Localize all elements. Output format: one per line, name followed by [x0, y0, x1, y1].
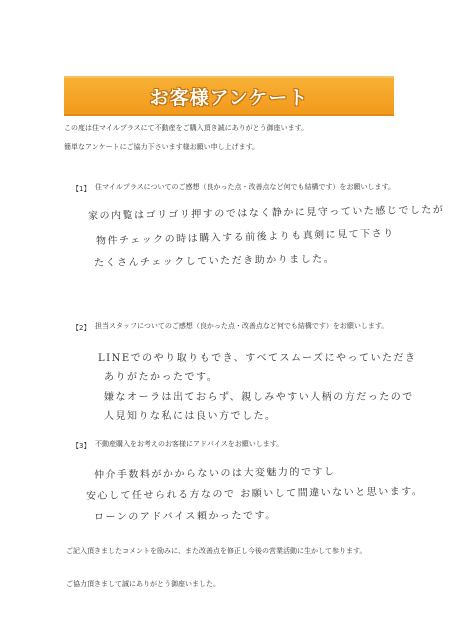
answer-2-line-4: 人見知りな私には良い方でした。 [104, 411, 277, 422]
answer-3-line-1: 仲介手数料がかからないのは大変魅力的ですし [93, 466, 336, 481]
answer-1-line-1: 家の内覧はゴリゴリ押すのではなく静かに見守っていた感じでしたが [87, 204, 445, 222]
intro-thanks: この度は住マイルプラスにて不動産をご購入頂き誠にありがとう御座います。 [64, 124, 309, 132]
page-title: お客様アンケート [149, 86, 309, 109]
question-2-number: 【2】 [72, 324, 91, 332]
answer-3-line-3: ローンのアドバイス頼かったです。 [93, 510, 277, 523]
question-3-text: 不動産購入をお考えのお客様にアドバイスをお願いします。 [95, 440, 284, 448]
question-3-number: 【3】 [72, 442, 91, 450]
answer-2-line-1: LINEでのやり取りもでき、すべてスムーズにやっていただき [98, 353, 417, 364]
answer-3-line-2: 安心して任せられる方なので お願いして間違いないと思います。 [85, 486, 424, 502]
answer-2-line-2: ありがたかったです。 [104, 372, 219, 383]
answer-1-line-2: 物件チェックの時は購入する前後よりも真剣に見て下さり [95, 228, 395, 247]
answer-2-line-3: 嫌なオーラは出ておらず、親しみやすい人柄の方だったので [104, 392, 414, 403]
question-1-text: 住マイルプラスについてのご感想（良かった点・改善点など何でも結構です）をお願いします。 [95, 183, 395, 191]
closing-message: ご記入頂きましたコメントを励みに、また改善点を修正し今後の営業活動に生かして参ります。 [66, 547, 367, 555]
question-1-number: 【1】 [72, 185, 91, 193]
intro-request: 簡単なアンケートにご協力下さいます様お願い申し上げます。 [64, 143, 260, 151]
closing-thanks: ご協力頂きまして誠にありがとう御座いました。 [66, 580, 220, 588]
question-2-text: 担当スタッフについてのご感想（良かった点・改善点など何でも結構です）をお願いします。 [95, 322, 389, 330]
title-banner [64, 76, 394, 116]
answer-1-line-3: たくさんチェックしていただき助かりました。 [93, 253, 336, 269]
